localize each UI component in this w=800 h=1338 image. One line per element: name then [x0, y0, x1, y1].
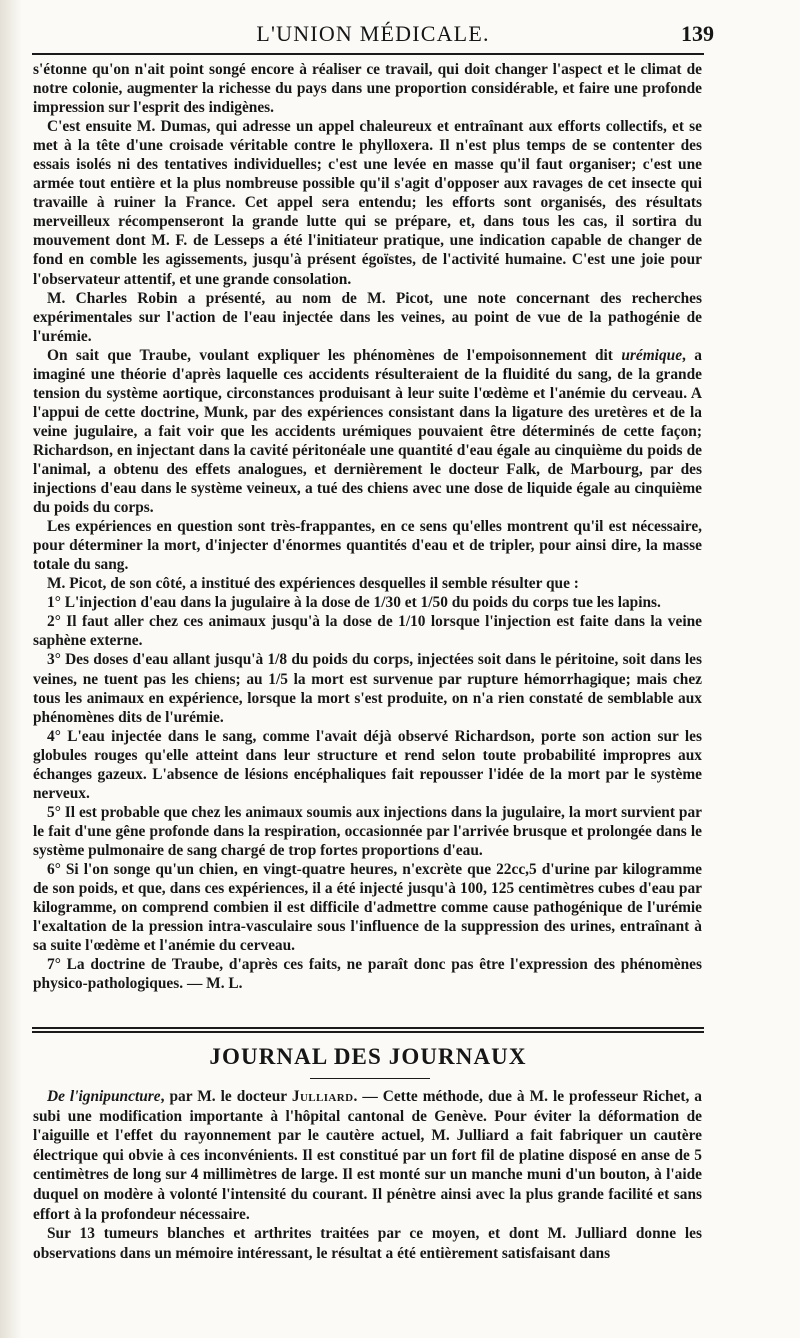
paragraph: M. Picot, de son côté, a institué des expériences desquelles il semble résulter que : [47, 575, 579, 593]
paragraph-text: On sait que Traube, voulant expliquer les phénomènes de l'empoisonnement dit [47, 346, 622, 364]
header-rule [32, 53, 704, 55]
paragraph-text: . — Cette méthode, due à M. le professeur Richet, a subi une modification importante à l'hôpital cantonal de Genève. Pour éviter la déformation de l'aiguille et l'effet du rayonnement par le cautère actuel, M. Julliard a fait fabriquer un cautère électrique qui obvie à ces inconvénients. Il est constitué par un fort fil de platine disposé en anse de 5 centimètres de long sur 4 millimètres de large. Il est monté sur un manche muni d'un bouton, à l'aide duquel on modère à volonté l'intensité du courant. Il pénètre ainsi avec la plus grande facilité et sans effort à la profondeur nécessaire. [33, 1088, 702, 1223]
numbered-finding: 5° Il est probable que chez les animaux soumis aux injections dans la jugulaire, la mort survient par le fait d'une gêne profonde dans la respiration, occasionnée par l'arrivée brusque et prolongée dans le système pulmonaire de sang chargé de trop fortes proportions d'eau. [33, 803, 702, 859]
paragraph [33, 1087, 702, 1224]
emphasized-term: urémique [621, 346, 683, 364]
section-divider [32, 1027, 704, 1033]
section-title: JOURNAL DES JOURNAUX [209, 1044, 527, 1069]
page-number: 139 [681, 21, 714, 46]
paragraph: Sur 13 tumeurs blanches et arthrites traitées par ce moyen, et dont M. Julliard donne les observations dans un mémoire intéressant, le résultat a été entièrement satisfaisant dans [33, 1225, 702, 1262]
numbered-finding: 6° Si l'on songe qu'un chien, en vingt-quatre heures, n'excrète que 22cc,5 d'urine par kilogramme de son poids, et que, dans ces expériences, il a été injecté jusqu'à 100, 125 centimètres cubes d'eau par kilogramme, on comprend combien il est difficile d'admettre comme cause pathogénique de l'urémie l'exaltation de la pression intra-vasculaire sous l'influence de la suppression des urines, entraînant à sa suite l'œdème et l'anémie du cerveau. [33, 860, 702, 955]
paragraph: C'est ensuite M. Dumas, qui adresse un appel chaleureux et entraînant aux efforts collectifs, et se met à la tête d'une croisade véritable contre le phylloxera. Il n'est plus temps de se contenter des essais isolés ni des tentatives individuelles; c'est une levée en masse qu'il faut organiser; c'est une armée tout entière et la plus nombreuse possible qu'il s'agit d'opposer aux ravages de cet insecte qui travaille à ruiner la France. Cet appel sera entendu; les efforts sont organisés, des résultats merveilleux récompenseront la grande lutte qui se prépare, et, dans tous les cas, il sortira du mouvement dont M. F. de Lesseps a été l'initiateur pratique, une indication capable de changer de fond en comble les agissements, jusqu'à présent égoïstes, de l'activité humaine. C'est une joie pour l'observateur attentif, et une grande consolation. [33, 118, 702, 288]
paragraph: s'étonne qu'on n'ait point songé encore à réaliser ce travail, qui doit changer l'aspect et le climat de notre colonie, augmenter la richesse du pays dans une proportion considérable, et faire une profonde impression sur l'esprit des indigènes. [33, 61, 702, 117]
running-title: L'UNION MÉDICALE. [256, 21, 490, 46]
section-title-rule [310, 1078, 430, 1079]
paragraph-text: , par M. le docteur [160, 1088, 292, 1105]
article-body [33, 60, 702, 993]
numbered-finding: 4° L'eau injectée dans le sang, comme l'avait déjà observé Richardson, porte son action sur les globules rouges qu'elle atteint dans leur structure et rend selon toute probabilité impropres aux échanges gazeux. L'absence de lésions encéphaliques fait repousser l'idée de la mort par le système nerveux. [33, 727, 702, 802]
paragraph [33, 346, 702, 517]
paragraph-text: , a imaginé une théorie d'après laquelle ces accidents résulteraient de la fluidité du sang, de la grande tension du système aortique, circonstances produisant à leur suite l'œdème et l'anémie du cerveau. A l'appui de cette doctrine, Munk, par des expériences consistant dans la ligature des uretères et de la veine jugulaire, a fait voir que les accidents urémiques pouvaient être déterminés de cette façon; Richardson, en injectant dans la cavité péritonéale une quantité d'eau égale au cinquième du poids de l'animal, a obtenu des effets analogues, et dernièrement le docteur Falk, de Marbourg, par des injections d'eau dans le système veineux, a tué des chiens avec une dose de liquide égale au cinquième du poids du corps. [33, 346, 702, 517]
running-head [32, 18, 714, 50]
numbered-finding: 1° L'injection d'eau dans la jugulaire à la dose de 1/30 et 1/50 du poids du corps tue les lapins. [47, 594, 661, 612]
paragraph: M. Charles Robin a présenté, au nom de M. Picot, une note concernant des recherches expérimentales sur l'action de l'eau injectée dans les veines, au point de vue de la pathogénie de l'urémie. [33, 289, 702, 345]
paragraph: Les expériences en question sont très-frappantes, en ce sens qu'elles montrent qu'il est nécessaire, pour déterminer la mort, d'injecter d'énormes quantités d'eau et de tripler, pour ainsi dire, la masse totale du sang. [33, 518, 702, 574]
author-name: Julliard [291, 1088, 354, 1105]
article-heading: De l'ignipuncture [47, 1088, 161, 1105]
numbered-finding: 7° La doctrine de Traube, d'après ces faits, ne paraît donc pas être l'expression des phénomènes physico-pathologiques. — M. L. [33, 956, 702, 993]
journal-section-body [33, 1087, 702, 1263]
numbered-finding: 2° Il faut aller chez ces animaux jusqu'à la dose de 1/10 lorsque l'injection est faite dans la veine saphène externe. [33, 613, 702, 650]
numbered-finding: 3° Des doses d'eau allant jusqu'à 1/8 du poids du corps, injectées soit dans le péritoine, soit dans les veines, ne tuent pas les chiens; au 1/5 la mort est survenue par rupture hémorrhagique; mais chez tous les animaux en expérience, lorsque la mort s'est produite, on n'a rien constaté de semblable aux phénomènes dits de l'urémie. [33, 651, 702, 726]
